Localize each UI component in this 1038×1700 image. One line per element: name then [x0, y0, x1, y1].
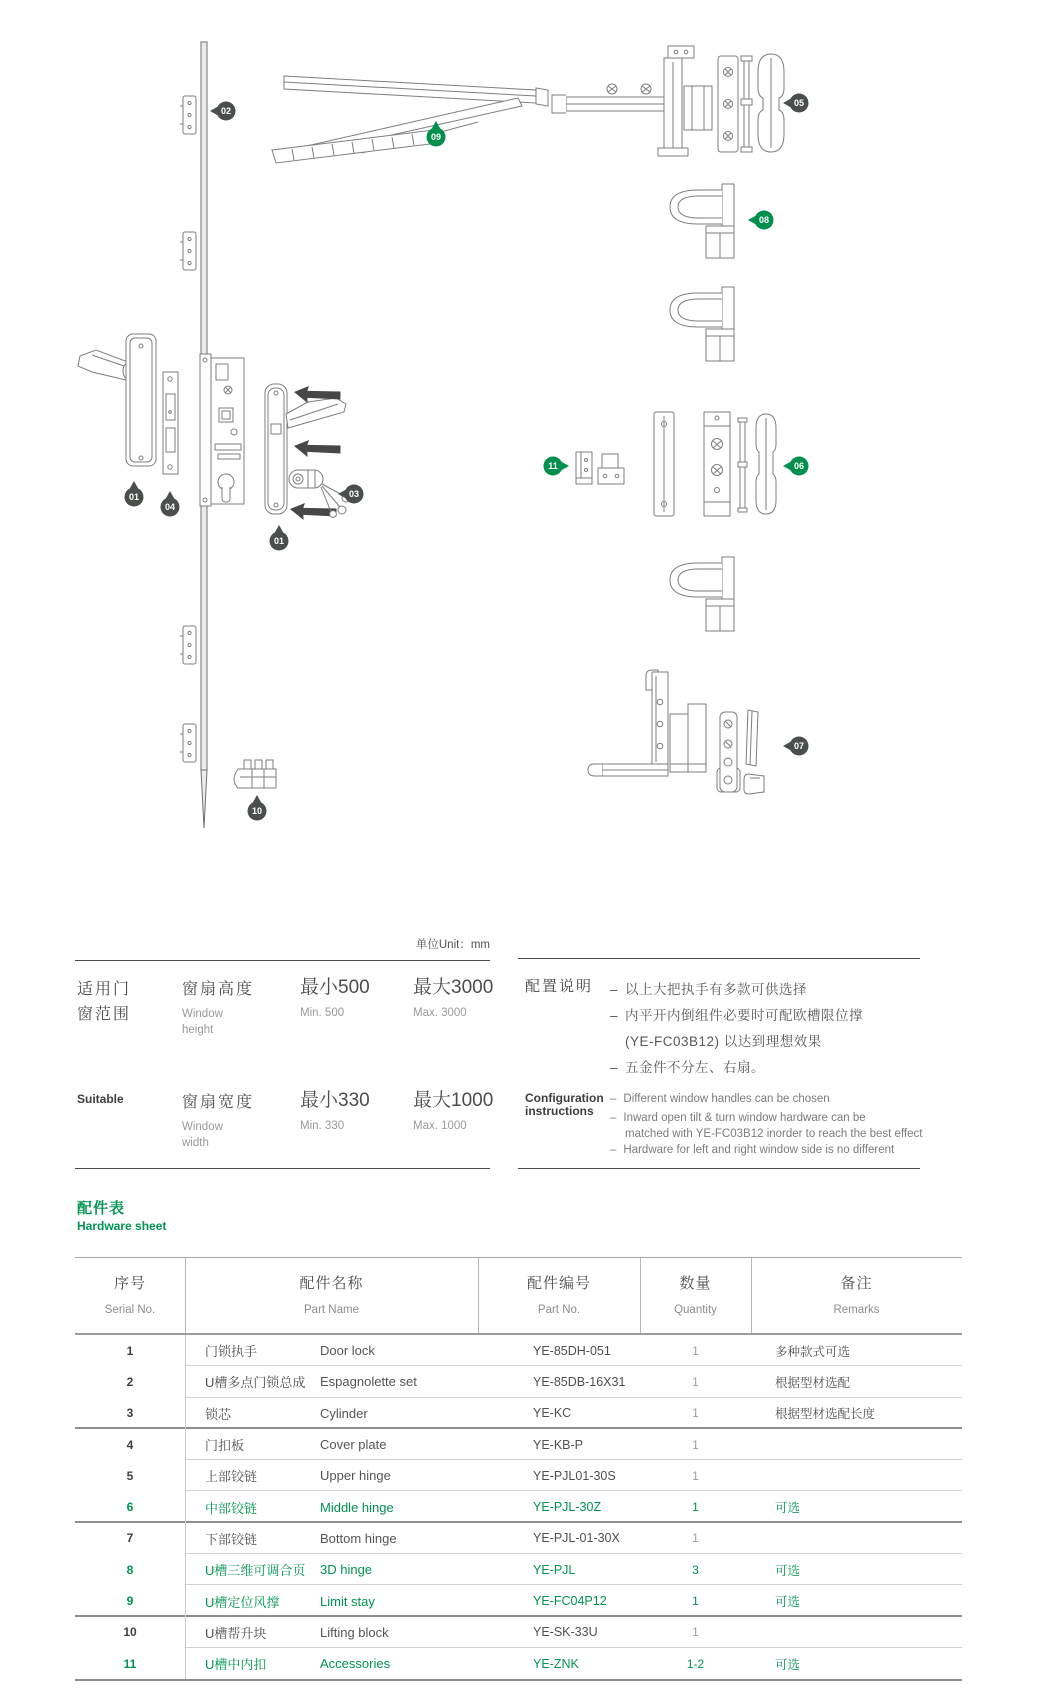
part-no-cell: YE-85DH-051 [533, 1343, 611, 1358]
part-badge-01-right [270, 525, 289, 551]
part-name-cn-cell: 门扣板 [205, 1438, 245, 1454]
quantity-cell: 1 [692, 1531, 699, 1546]
quantity-cell: 1 [692, 1374, 699, 1389]
suitable-range-table [75, 960, 494, 1169]
height-max-cn: 最大3000 [413, 977, 494, 998]
table-row [75, 1523, 962, 1554]
header-remarks-en: Remarks [833, 1304, 880, 1316]
part-no-cell: YE-PJL [533, 1562, 576, 1577]
config-item-cn: (YE-FC03B12) 以达到理想效果 [625, 1034, 822, 1049]
width-min-en: Min. 330 [300, 1120, 345, 1132]
config-item-cn: – 内平开内倒组件必要时可配欧槽限位撑 [610, 1008, 864, 1023]
serial-cell: 3 [126, 1406, 134, 1421]
part-name-cn-cell: U槽多点门锁总成 [205, 1375, 306, 1391]
part-badge-01-left [125, 481, 144, 507]
window-height-label-en-1: Window [182, 1008, 223, 1020]
hardware-sheet-title-cn: 配件表 [77, 1200, 126, 1217]
header-name-en: Part Name [304, 1304, 359, 1316]
svg-text:10: 10 [251, 806, 263, 816]
part-name-en-cell: Upper hinge [320, 1468, 391, 1484]
header-name-cn: 配件名称 [299, 1275, 364, 1292]
svg-text:04: 04 [164, 502, 176, 512]
part-badge-07 [783, 737, 809, 756]
window-height-label-en-2: height [182, 1024, 214, 1036]
part-no-cell: YE-SK-33U [533, 1625, 598, 1640]
scope-label-cn-1: 适用门 [77, 981, 132, 998]
hardware-sheet-table [75, 1257, 962, 1681]
config-title-en-2: instructions [525, 1104, 594, 1118]
part-no-cell: YE-85DB-16X31 [533, 1374, 626, 1389]
config-item-en: – Hardware for left and right window side is no different [610, 1144, 895, 1156]
height-min-cn: 最小500 [300, 977, 370, 998]
table-row [75, 1398, 962, 1429]
svg-text:03: 03 [348, 489, 360, 499]
quantity-cell: 1 [692, 1406, 699, 1421]
header-serial-cn: 序号 [113, 1275, 146, 1292]
part-badge-11 [544, 457, 570, 476]
remarks-cell: 可选 [775, 1501, 801, 1516]
hardware-table-body [75, 1335, 962, 1681]
config-item-en: – Inward open tilt & turn window hardware can be [610, 1112, 866, 1124]
part-name-en-cell: Cylinder [320, 1405, 368, 1421]
config-item-en: – Different window handles can be chosen [610, 1093, 830, 1105]
svg-text:06: 06 [793, 461, 805, 471]
serial-cell: 11 [123, 1656, 137, 1671]
config-title-en-1: Configuration [525, 1091, 604, 1105]
table-row [75, 1648, 962, 1679]
svg-text:02: 02 [220, 106, 232, 116]
top-hinge-drawing [552, 46, 784, 156]
configuration-instructions [518, 958, 923, 1169]
svg-text:08: 08 [758, 215, 770, 225]
part-name-cn-cell: U槽帮升块 [205, 1625, 267, 1641]
part-name-cn-cell: 门锁执手 [205, 1344, 258, 1360]
part-name-en-cell: Bottom hinge [320, 1530, 397, 1546]
quantity-cell: 1 [692, 1625, 699, 1640]
table-row [75, 1366, 962, 1397]
part-name-en-cell: 3D hinge [320, 1562, 373, 1578]
serial-cell: 8 [126, 1562, 134, 1577]
part-name-cn-cell: U槽中内扣 [205, 1657, 267, 1673]
lifting-block-drawing [234, 760, 276, 788]
part-no-cell: YE-PJL01-30S [533, 1468, 616, 1483]
config-item-cn: – 五金件不分左、右扇。 [610, 1060, 766, 1075]
serial-cell: 6 [126, 1500, 134, 1515]
part-name-cn-cell: 下部铰链 [205, 1531, 258, 1547]
middle-hinge-drawing [576, 412, 776, 516]
svg-text:05: 05 [793, 98, 805, 108]
part-name-cn-cell: U槽三维可调合页 [205, 1563, 306, 1579]
table-row [75, 1617, 962, 1648]
scope-label-en: Suitable [77, 1092, 124, 1106]
svg-text:11: 11 [548, 461, 558, 471]
part-badge-02 [210, 102, 236, 121]
table-row [75, 1460, 962, 1491]
limit-stay-drawing [272, 76, 548, 163]
part-badge-06 [783, 457, 809, 476]
part-badge-04 [161, 491, 180, 517]
part-name-en-cell: Accessories [320, 1656, 391, 1672]
part-no-cell: YE-PJL-30Z [533, 1500, 602, 1515]
serial-cell: 1 [126, 1343, 134, 1358]
quantity-cell: 1 [692, 1468, 699, 1483]
remarks-cell: 根据型材选配 [775, 1375, 851, 1390]
remarks-cell: 可选 [775, 1657, 801, 1672]
svg-text:01: 01 [128, 492, 140, 502]
remarks-cell: 可选 [775, 1595, 801, 1610]
header-partno-cn: 配件编号 [526, 1275, 591, 1292]
width-min-cn: 最小330 [300, 1090, 370, 1111]
window-width-label-cn: 窗扇宽度 [182, 1094, 255, 1111]
svg-text:07: 07 [793, 741, 805, 751]
serial-cell: 10 [123, 1625, 137, 1640]
hardware-sheet-title-en: Hardware sheet [77, 1219, 167, 1233]
table-row [75, 1335, 962, 1366]
quantity-cell: 1-2 [686, 1656, 705, 1671]
cover-cap-drawing [670, 184, 734, 631]
part-name-cn-cell: 上部铰链 [205, 1469, 258, 1485]
window-height-label-cn: 窗扇高度 [182, 981, 255, 998]
part-no-cell: YE-KC [533, 1406, 572, 1421]
table-row [75, 1554, 962, 1585]
remarks-cell: 多种款式可选 [775, 1344, 851, 1359]
part-name-en-cell: Espagnolette set [320, 1374, 417, 1390]
serial-cell: 4 [126, 1437, 134, 1452]
width-max-cn: 最大1000 [413, 1090, 494, 1111]
unit-label: 单位Unit：mm [415, 939, 490, 951]
bottom-hinge-drawing [588, 670, 764, 794]
svg-text:01: 01 [273, 536, 285, 546]
quantity-cell: 1 [692, 1594, 699, 1609]
serial-cell: 2 [126, 1374, 134, 1389]
door-lock-handle-drawing [78, 334, 350, 524]
remarks-cell: 根据型材选配长度 [775, 1407, 876, 1422]
config-item-en: matched with YE-FC03B12 inorder to reach the best effect [625, 1128, 923, 1140]
height-max-en: Max. 3000 [413, 1007, 467, 1019]
table-row [75, 1585, 962, 1616]
part-name-cn-cell: 锁芯 [205, 1406, 232, 1422]
config-item-cn: – 以上大把执手有多款可供选择 [610, 982, 808, 997]
quantity-cell: 1 [692, 1500, 699, 1515]
quantity-cell: 1 [692, 1437, 699, 1452]
part-name-en-cell: Door lock [320, 1343, 375, 1359]
header-partno-en: Part No. [537, 1304, 581, 1316]
window-width-label-en-2: width [182, 1137, 209, 1149]
quantity-cell: 1 [692, 1343, 699, 1358]
part-badge-05 [783, 94, 809, 113]
header-remarks-cn: 备注 [840, 1275, 873, 1292]
part-name-en-cell: Limit stay [320, 1593, 375, 1609]
part-name-cn-cell: 中部铰链 [205, 1500, 258, 1516]
part-name-en-cell: Middle hinge [320, 1499, 394, 1515]
table-header [75, 1257, 962, 1335]
height-min-en: Min. 500 [300, 1007, 345, 1019]
table-row [75, 1491, 962, 1522]
serial-cell: 9 [126, 1594, 134, 1609]
header-qty-cn: 数量 [679, 1275, 712, 1292]
part-name-cn-cell: U槽定位风撑 [205, 1594, 280, 1610]
part-name-en-cell: Cover plate [320, 1437, 387, 1453]
header-serial-en: Serial No. [104, 1304, 156, 1316]
remarks-cell: 可选 [775, 1563, 801, 1578]
part-badge-08 [748, 211, 774, 230]
part-no-cell: YE-KB-P [533, 1437, 584, 1452]
part-badge-03 [338, 485, 364, 504]
part-name-en-cell: Lifting block [320, 1624, 389, 1640]
part-no-cell: YE-ZNK [533, 1656, 579, 1671]
table-row [75, 1429, 962, 1460]
config-title-cn: 配置说明 [525, 978, 594, 995]
svg-text:09: 09 [430, 132, 442, 142]
serial-cell: 7 [126, 1531, 134, 1546]
part-no-cell: YE-FC04P12 [533, 1594, 607, 1609]
header-qty-en: Quantity [674, 1304, 717, 1316]
part-no-cell: YE-PJL-01-30X [533, 1531, 620, 1546]
window-width-label-en-1: Window [182, 1121, 223, 1133]
width-max-en: Max. 1000 [413, 1120, 467, 1132]
quantity-cell: 3 [692, 1562, 699, 1577]
serial-cell: 5 [126, 1468, 134, 1483]
scope-label-cn-2: 窗范围 [77, 1006, 132, 1023]
part-badge-10 [248, 795, 267, 821]
